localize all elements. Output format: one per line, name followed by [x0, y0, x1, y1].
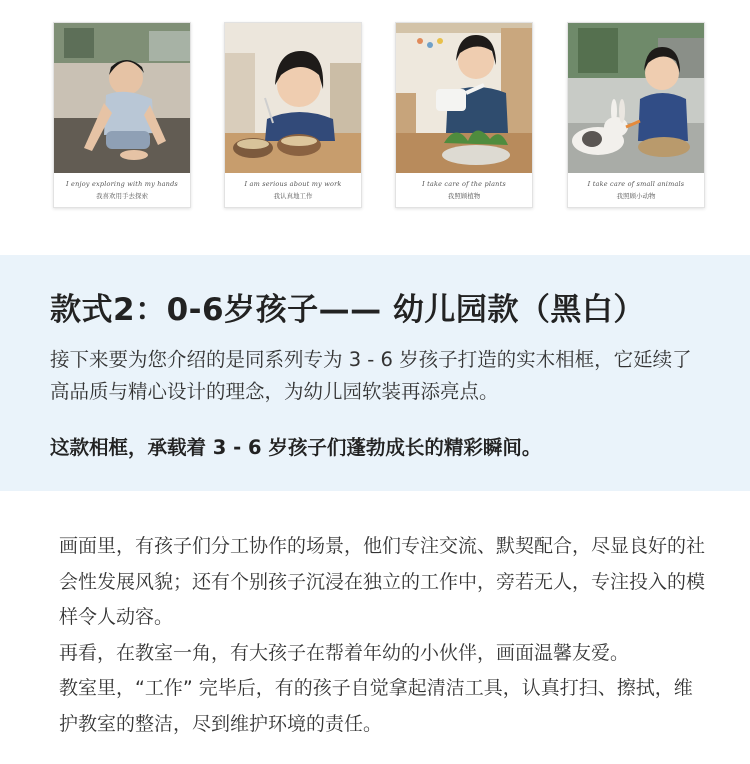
photo-card-2 [224, 22, 362, 208]
body-paragraph-3: 教室里，“工作” 完毕后，有的孩子自觉拿起清洁工具，认真打扫、擦拭，维护教室的整洁，尽到维护环境的责任。 [59, 677, 693, 735]
photo-card-4 [567, 22, 705, 208]
child-watering-plant-photo [396, 23, 532, 173]
section-intro: 接下来要为您介绍的是同系列专为 3 - 6 岁孩子打造的实木相框，它延续了高品质与精心设计的理念，为幼儿园软装再添亮点。 [50, 348, 692, 403]
card-caption-zh: 我喜欢用手去探索 [96, 192, 148, 200]
card-caption-en: I take care of small animals [587, 180, 685, 188]
card-caption-zh: 我认真地工作 [273, 192, 313, 200]
body-paragraph-1: 画面里，有孩子们分工协作的场景，他们专注交流、默契配合，尽显良好的社会性发展风貌；还有个别孩子沉浸在独立的工作中，旁若无人，专注投入的模样令人动容。 [59, 535, 706, 629]
photo-card-3 [395, 22, 533, 208]
card-caption-zh: 我照顾植物 [447, 192, 481, 200]
section-highlight: 这款相框，承载着 3 - 6 岁孩子们蓬勃成长的精彩瞬间。 [50, 436, 542, 459]
body-paragraph-2: 再看，在教室一角，有大孩子在帮着年幼的小伙伴，画面温馨友爱。 [59, 641, 630, 664]
child-eating-with-spoon-photo [225, 23, 361, 173]
card-caption-en: I am serious about my work [244, 180, 342, 188]
card-caption-en: I take care of the plants [422, 180, 506, 188]
body-text [59, 529, 709, 743]
photo-card-1 [53, 22, 191, 208]
section-heading: 款式2：0-6岁孩子—— 幼儿园款（黑白） [50, 292, 645, 328]
child-feeding-rabbit-photo [568, 23, 704, 173]
card-caption-en: I enjoy exploring with my hands [66, 180, 178, 188]
child-playing-in-sand-photo [54, 23, 190, 173]
photo-card-row [0, 0, 750, 255]
card-caption-zh: 我照顾小动物 [616, 192, 656, 200]
